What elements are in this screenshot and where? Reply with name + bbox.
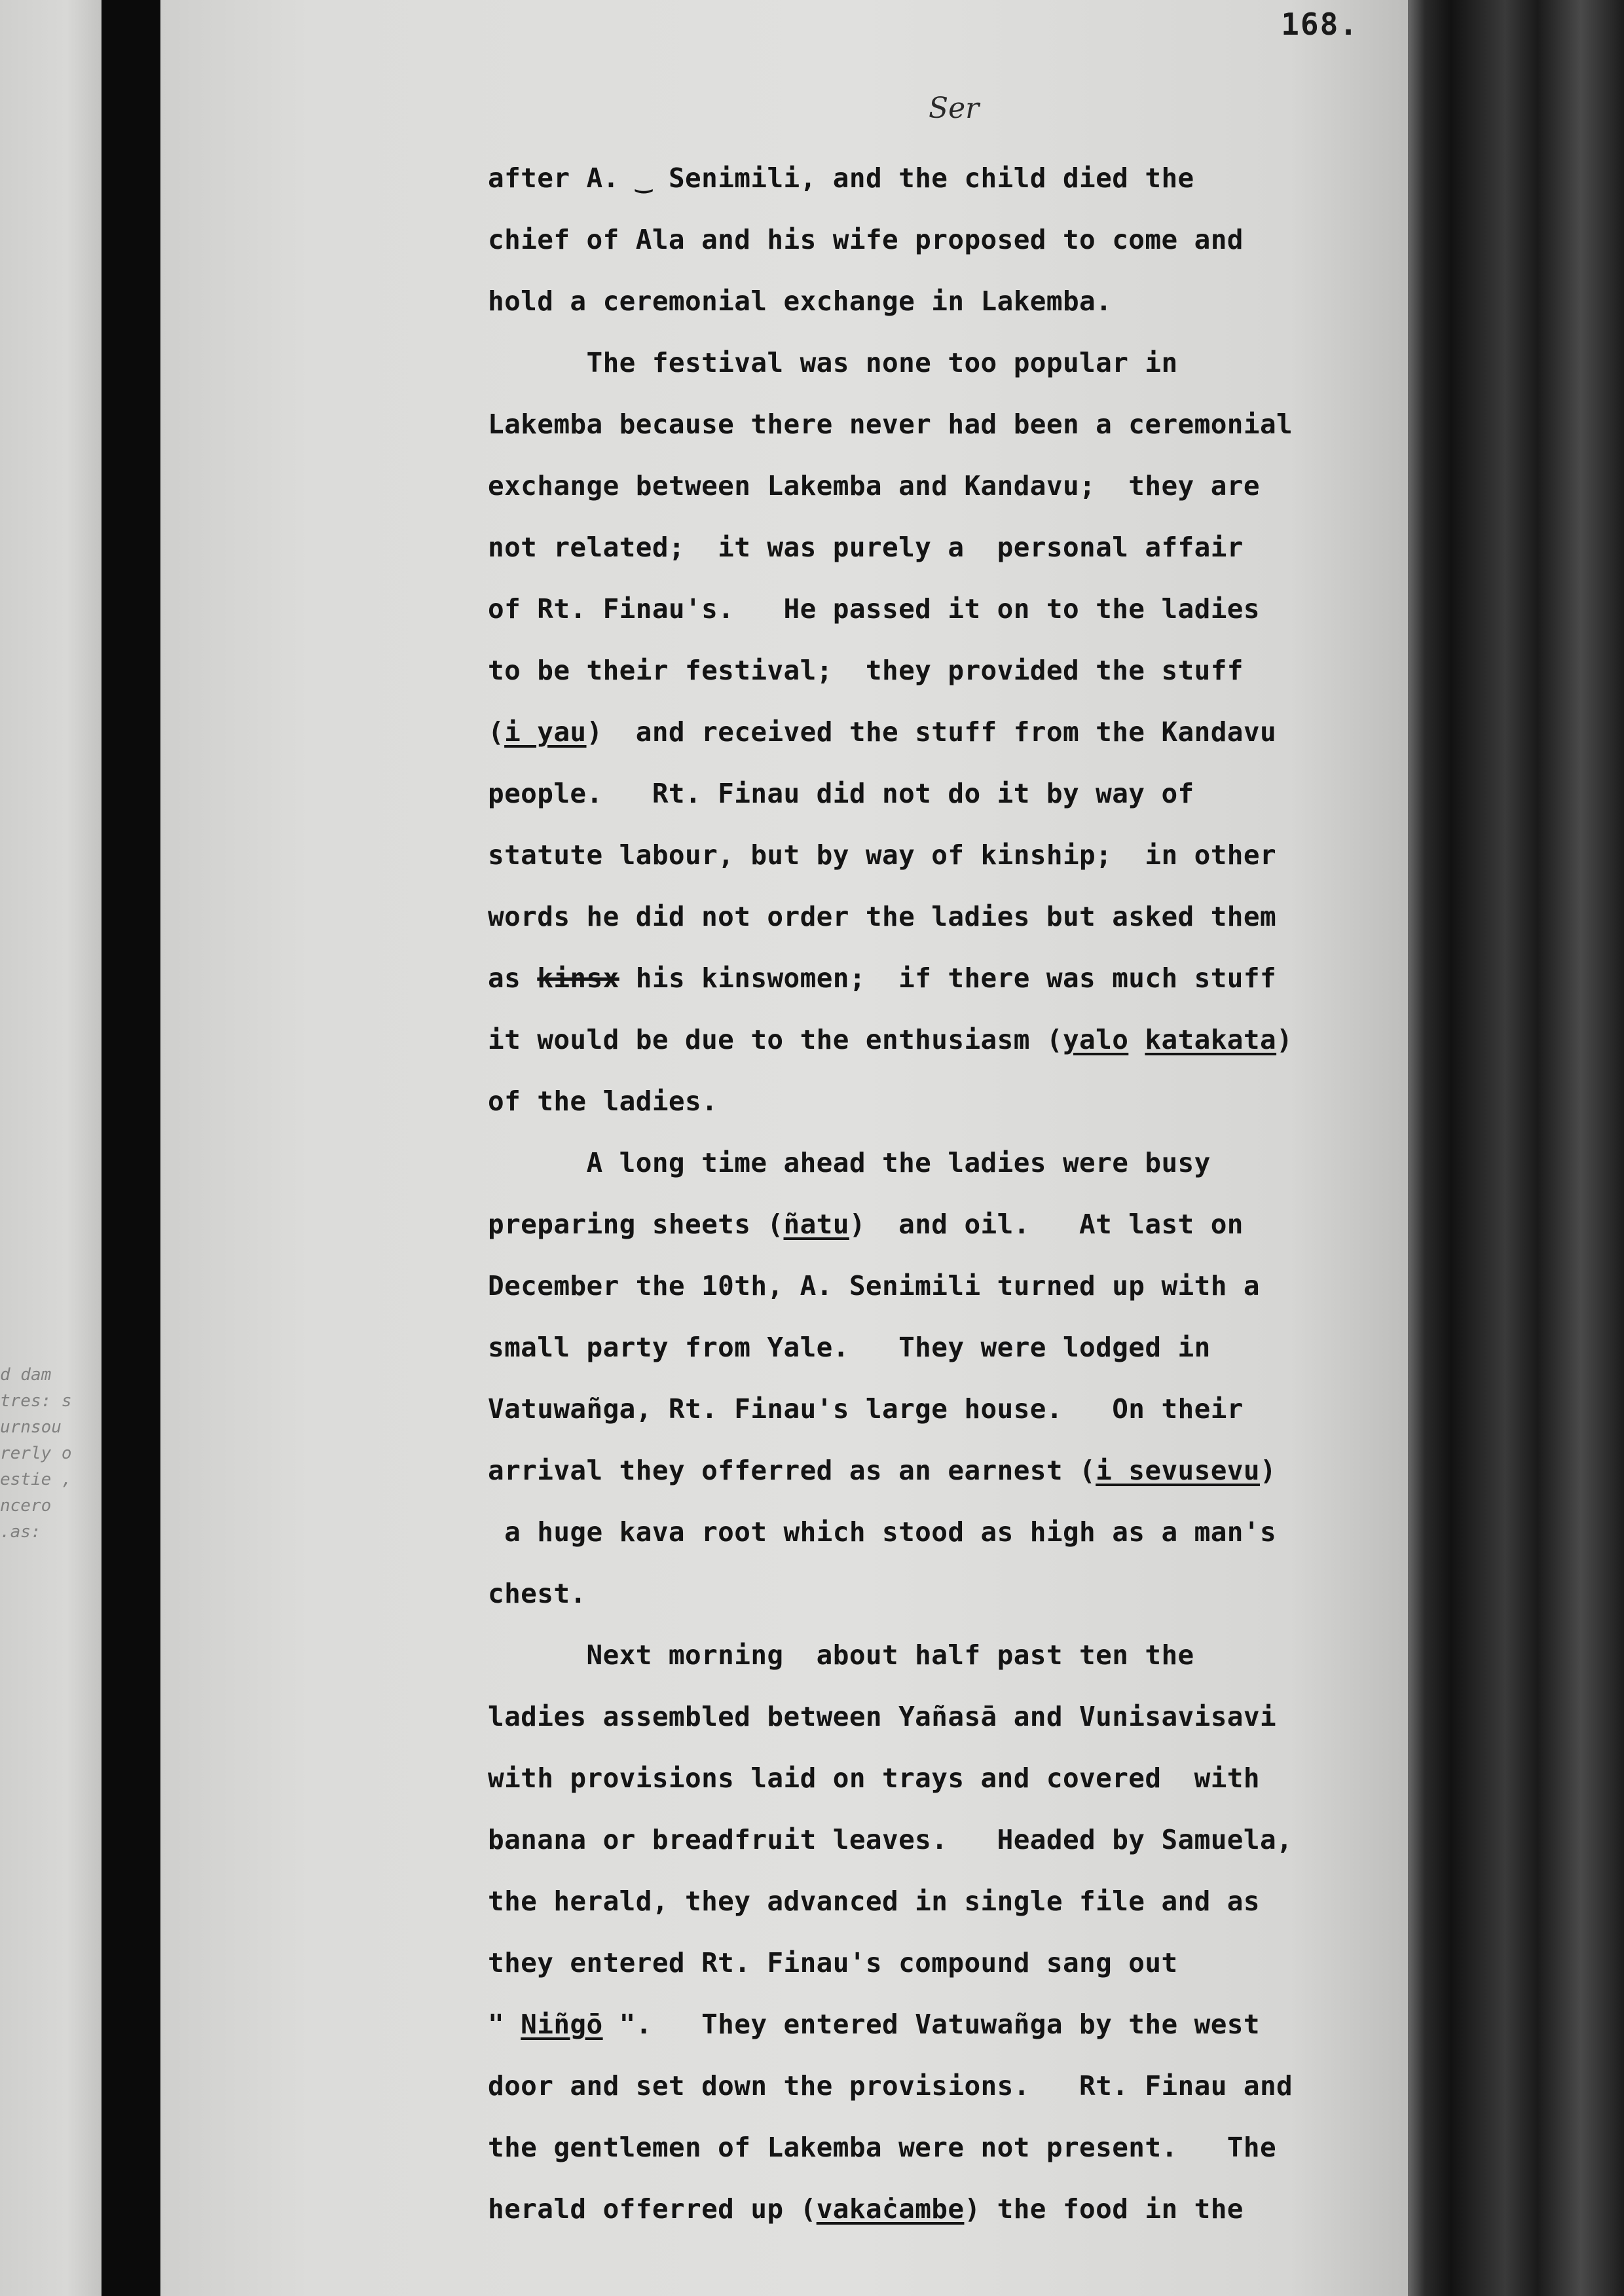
text-segment: Vatuwañga, Rt. Finau's large house. On their: [488, 1393, 1244, 1425]
text-segment: arrival they offerred as an earnest (: [488, 1455, 1096, 1486]
text-line: [488, 1994, 1405, 2055]
text-segment: door and set down the provisions. Rt. Finau and: [488, 2070, 1293, 2102]
binding-shadow: [101, 0, 160, 2296]
text-segment: statute labour, but by way of kinship; in other: [488, 839, 1277, 871]
text-segment: banana or breadfruit leaves. Headed by Samuela,: [488, 1824, 1293, 1855]
text-line: [488, 1070, 1405, 1132]
text-line: [488, 1809, 1405, 1870]
text-line: [488, 1132, 1405, 1194]
text-segment: chest.: [488, 1578, 587, 1609]
text-segment: as: [488, 962, 538, 994]
text-line: [488, 270, 1405, 332]
text-segment: after A.: [488, 162, 636, 194]
text-line: [488, 1932, 1405, 1994]
text-line: [488, 517, 1405, 578]
underlined-term: yalo: [1062, 1024, 1129, 1055]
text-line: [488, 1563, 1405, 1624]
text-segment: with provisions laid on trays and covered with: [488, 1762, 1260, 1794]
text-line: [488, 824, 1405, 886]
text-segment: chief of Ala and his wife proposed to come and: [488, 224, 1244, 255]
text-segment: Lakemba because there never had been a ceremonial: [488, 409, 1293, 440]
text-segment: The festival was none too popular in: [488, 347, 1178, 378]
text-line: [488, 1686, 1405, 1747]
handwritten-insertion: Ser: [929, 92, 980, 125]
text-line: [488, 1870, 1405, 1932]
bleed-through-text: [0, 1362, 98, 1545]
text-segment: people. Rt. Finau did not do it by way of: [488, 778, 1194, 809]
text-line: [488, 332, 1405, 393]
text-line: [488, 2117, 1405, 2178]
body-text: [488, 147, 1405, 2240]
page-number: 168.: [1281, 7, 1359, 42]
text-segment: ): [1259, 1455, 1277, 1486]
text-line: [488, 2055, 1405, 2117]
text-segment: they entered Rt. Finau's compound sang out: [488, 1947, 1178, 1978]
text-segment: (: [488, 716, 505, 748]
text-segment: it would be due to the enthusiasm (: [488, 1024, 1063, 1055]
underlined-term: ñatu: [783, 1209, 849, 1240]
text-segment: ". They entered Vatuwañga by the west: [602, 2009, 1260, 2040]
underlined-term: katakata: [1145, 1024, 1277, 1055]
struck-out-word: kinsx: [537, 962, 619, 994]
text-segment: [1128, 1024, 1145, 1055]
text-segment: ‿: [635, 162, 652, 194]
text-segment: of Rt. Finau's. He passed it on to the ladies: [488, 593, 1260, 625]
text-segment: not related; it was purely a personal affair: [488, 532, 1244, 563]
text-segment: ": [488, 2009, 521, 2040]
text-segment: herald offerred up (: [488, 2193, 817, 2225]
bleed-line: .as:: [0, 1522, 41, 1542]
text-segment: his kinswomen; if there was much stuff: [619, 962, 1277, 994]
text-segment: ) and received the stuff from the Kandavu: [586, 716, 1277, 748]
bleed-line: tres: s: [0, 1391, 72, 1411]
text-segment: ) and oil. At last on: [849, 1209, 1244, 1240]
text-line: [488, 1009, 1405, 1070]
text-line: [488, 1317, 1405, 1378]
text-segment: ) the food in the: [964, 2193, 1244, 2225]
text-line: [488, 1501, 1405, 1563]
underlined-term: Niñgō: [521, 2009, 603, 2040]
text-segment: to be their festival; they provided the stuff: [488, 655, 1244, 686]
text-segment: ): [1276, 1024, 1293, 1055]
underlined-term: i yau: [504, 716, 587, 748]
text-segment: of the ladies.: [488, 1085, 718, 1117]
text-line: [488, 1624, 1405, 1686]
bleed-line: d dam: [0, 1365, 52, 1385]
book-edge: [1408, 0, 1624, 2296]
bleed-line: urnsou: [0, 1417, 62, 1437]
text-line: [488, 763, 1405, 824]
underlined-term: vakaċambe: [816, 2193, 965, 2225]
text-line: [488, 455, 1405, 517]
text-segment: the gentlemen of Lakemba were not present. The: [488, 2132, 1277, 2163]
text-segment: a huge kava root which stood as high as a man's: [488, 1516, 1277, 1548]
bleed-line: ncero: [0, 1496, 52, 1516]
text-line: [488, 147, 1405, 209]
text-segment: preparing sheets (: [488, 1209, 784, 1240]
underlined-term: i sevusevu: [1096, 1455, 1260, 1486]
text-line: [488, 701, 1405, 763]
text-line: [488, 1255, 1405, 1317]
text-line: [488, 886, 1405, 947]
bleed-line: rerly o: [0, 1444, 72, 1463]
text-line: [488, 640, 1405, 701]
text-segment: hold a ceremonial exchange in Lakemba.: [488, 285, 1113, 317]
bleed-line: estie ,: [0, 1470, 72, 1489]
text-segment: Senimili, and the child died the: [652, 162, 1194, 194]
text-segment: A long time ahead the ladies were busy: [488, 1147, 1211, 1178]
text-line: [488, 1194, 1405, 1255]
text-segment: December the 10th, A. Senimili turned up with a: [488, 1270, 1260, 1302]
text-segment: small party from Yale. They were lodged in: [488, 1332, 1211, 1363]
text-segment: words he did not order the ladies but asked them: [488, 901, 1277, 932]
text-line: [488, 947, 1405, 1009]
text-line: [488, 2178, 1405, 2240]
text-line: [488, 1440, 1405, 1501]
left-margin-paper: [0, 0, 111, 2296]
text-segment: Next morning about half past ten the: [488, 1639, 1194, 1671]
text-line: [488, 1378, 1405, 1440]
text-segment: exchange between Lakemba and Kandavu; they are: [488, 470, 1260, 501]
text-segment: ladies assembled between Yañasā and Vunisavisavi: [488, 1701, 1277, 1732]
text-line: [488, 578, 1405, 640]
text-line: [488, 1747, 1405, 1809]
text-line: [488, 209, 1405, 270]
text-line: [488, 393, 1405, 455]
text-segment: the herald, they advanced in single file and as: [488, 1886, 1260, 1917]
